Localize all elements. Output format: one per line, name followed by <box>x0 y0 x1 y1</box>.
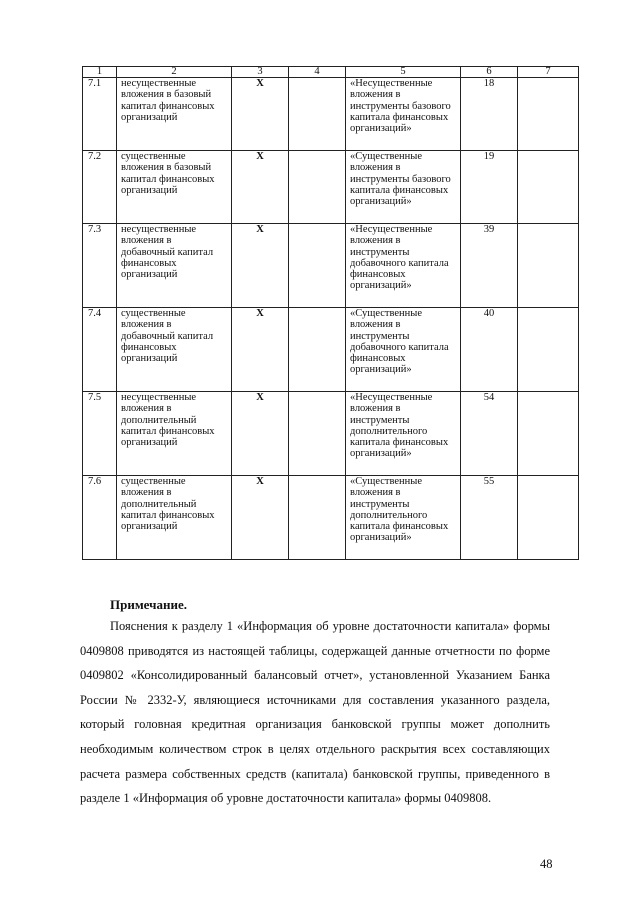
row-col6: 39 <box>461 224 518 308</box>
table-row <box>83 392 579 476</box>
row-col6: 18 <box>461 78 518 151</box>
header-cell: 6 <box>461 67 518 78</box>
row-col6: 40 <box>461 308 518 392</box>
header-cell: 7 <box>518 67 579 78</box>
row-col7 <box>518 392 579 476</box>
row-col3: X <box>232 308 289 392</box>
row-name: существенные вложения в добавочный капитал финансовых организаций <box>117 308 232 392</box>
row-name: существенные вложения в базовый капитал финансовых организаций <box>117 151 232 224</box>
header-cell: 1 <box>83 67 117 78</box>
data-table <box>82 66 579 560</box>
table-row <box>83 151 579 224</box>
header-cell: 3 <box>232 67 289 78</box>
note-body: Пояснения к разделу 1 «Информация об уровне достаточности капитала» формы 0409808 приводятся из настоящей таблицы, содержащей данные отчетности по форме 0409802 «Консолидированный балансовый отчет», установленной Указанием Банка России № 2332-У, являющиеся источниками для составления указанного раздела, который головная кредитная организация банковской группы может дополнить необходимым количеством строк в целях отдельного раскрытия всех составляющих расчета размера собственных средств (капитала) банковской группы, приведенного в разделе 1 «Информация об уровне достаточности капитала» формы 0409808. <box>80 619 550 806</box>
row-col5: «Существенные вложения в инструменты базового капитала финансовых организаций» <box>346 151 461 224</box>
row-number: 7.5 <box>83 392 117 476</box>
row-number: 7.6 <box>83 476 117 560</box>
row-col4 <box>289 151 346 224</box>
row-name: существенные вложения в дополнительный капитал финансовых организаций <box>117 476 232 560</box>
row-col3: X <box>232 476 289 560</box>
row-col7 <box>518 224 579 308</box>
row-number: 7.3 <box>83 224 117 308</box>
row-name: несущественные вложения в базовый капитал финансовых организаций <box>117 78 232 151</box>
row-col3: X <box>232 151 289 224</box>
row-col4 <box>289 476 346 560</box>
table-row <box>83 476 579 560</box>
row-col4 <box>289 224 346 308</box>
row-col4 <box>289 308 346 392</box>
row-col5: «Несущественные вложения в инструменты дополнительного капитала финансовых организаций» <box>346 392 461 476</box>
table-row <box>83 308 579 392</box>
row-number: 7.4 <box>83 308 117 392</box>
note-title: Примечание. <box>110 597 187 612</box>
row-col3: X <box>232 78 289 151</box>
row-col7 <box>518 476 579 560</box>
row-col7 <box>518 78 579 151</box>
table-header-row <box>83 67 579 78</box>
row-col6: 55 <box>461 476 518 560</box>
page-number: 48 <box>540 857 553 871</box>
table-row <box>83 78 579 151</box>
row-col3: X <box>232 224 289 308</box>
row-col5: «Существенные вложения в инструменты добавочного капитала финансовых организаций» <box>346 308 461 392</box>
header-cell: 5 <box>346 67 461 78</box>
header-cell: 4 <box>289 67 346 78</box>
row-col4 <box>289 392 346 476</box>
row-col6: 54 <box>461 392 518 476</box>
row-col7 <box>518 151 579 224</box>
row-col5: «Существенные вложения в инструменты дополнительного капитала финансовых организаций» <box>346 476 461 560</box>
table-row <box>83 224 579 308</box>
row-col3: X <box>232 392 289 476</box>
row-col5: «Несущественные вложения в инструменты базового капитала финансовых организаций» <box>346 78 461 151</box>
row-col5: «Несущественные вложения в инструменты добавочного капитала финансовых организаций» <box>346 224 461 308</box>
row-col7 <box>518 308 579 392</box>
row-name: несущественные вложения в добавочный капитал финансовых организаций <box>117 224 232 308</box>
row-number: 7.1 <box>83 78 117 151</box>
row-col6: 19 <box>461 151 518 224</box>
row-number: 7.2 <box>83 151 117 224</box>
row-name: несущественные вложения в дополнительный капитал финансовых организаций <box>117 392 232 476</box>
row-col4 <box>289 78 346 151</box>
header-cell: 2 <box>117 67 232 78</box>
